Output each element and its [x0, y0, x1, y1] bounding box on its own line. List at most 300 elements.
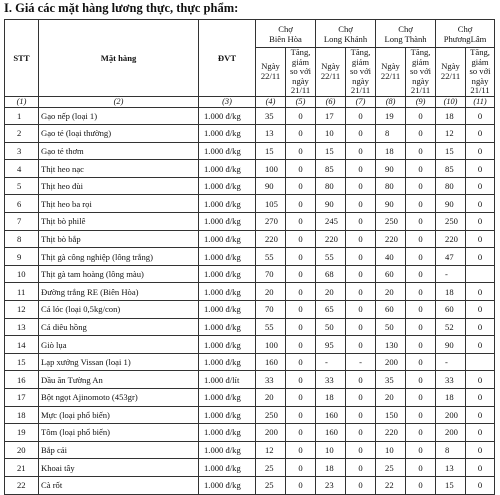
row-item: Thịt gà công nghiệp (lông trắng) [39, 248, 199, 266]
row-item: Thịt heo đùi [39, 177, 199, 195]
row-item: Thịt heo ba rọi [39, 195, 199, 213]
row-change: 0 [406, 107, 436, 125]
header-market [316, 20, 376, 48]
row-change: 0 [466, 177, 495, 195]
row-stt: 8 [5, 230, 39, 248]
row-price: 22 [376, 476, 406, 494]
row-price: 250 [256, 406, 286, 424]
row-change: 0 [346, 248, 376, 266]
row-change: 0 [466, 459, 495, 477]
row-change: 0 [466, 142, 495, 160]
header-market [376, 20, 436, 48]
row-price: 15 [316, 142, 346, 160]
row-price: 130 [376, 336, 406, 354]
header-date: Ngày 22/11 [436, 48, 466, 97]
row-price: 80 [436, 177, 466, 195]
row-change: 0 [286, 283, 316, 301]
row-change: 0 [346, 406, 376, 424]
row-item: Lạp xưởng Vissan (loại 1) [39, 353, 199, 371]
row-change: 0 [286, 353, 316, 371]
row-price: 35 [376, 371, 406, 389]
col-index: (10) [436, 96, 466, 107]
row-change: 0 [466, 371, 495, 389]
row-price: 68 [316, 265, 346, 283]
row-price: 33 [316, 371, 346, 389]
row-change: 0 [346, 265, 376, 283]
row-price: 25 [376, 459, 406, 477]
row-price: 18 [376, 142, 406, 160]
row-price: 15 [436, 142, 466, 160]
row-price: - [436, 265, 466, 283]
row-item: Gạo tẻ thơm [39, 142, 199, 160]
section-title: I. Giá các mặt hàng lương thực, thực phẩm: [4, 1, 239, 15]
row-change: 0 [406, 476, 436, 494]
col-index: (5) [286, 96, 316, 107]
header-item: Mặt hàng [39, 20, 199, 97]
row-stt: 7 [5, 213, 39, 231]
row-price: 270 [256, 213, 286, 231]
row-price: 10 [316, 125, 346, 143]
row-unit: 1.000 đ/kg [199, 230, 256, 248]
row-change: 0 [466, 125, 495, 143]
row-price: 13 [256, 125, 286, 143]
row-price: 70 [256, 265, 286, 283]
row-stt: 13 [5, 318, 39, 336]
market-line2: Long Khánh [323, 33, 368, 44]
row-price: 60 [436, 301, 466, 319]
row-change: 0 [406, 301, 436, 319]
row-unit: 1.000 đ/kg [199, 459, 256, 477]
row-unit: 1.000 đ/kg [199, 441, 256, 459]
row-price: 12 [256, 441, 286, 459]
row-unit: 1.000 đ/kg [199, 160, 256, 178]
row-stt: 11 [5, 283, 39, 301]
row-change: 0 [286, 177, 316, 195]
row-price: 100 [256, 160, 286, 178]
row-change: 0 [466, 336, 495, 354]
row-price: 160 [316, 406, 346, 424]
row-price: 65 [316, 301, 346, 319]
row-price: 220 [436, 230, 466, 248]
row-price: 90 [436, 336, 466, 354]
row-price: 18 [436, 283, 466, 301]
table-row [5, 336, 495, 354]
row-unit: 1.000 đ/kg [199, 283, 256, 301]
price-table [4, 19, 495, 495]
table-row [5, 213, 495, 231]
row-change: 0 [466, 301, 495, 319]
row-price: 160 [316, 424, 346, 442]
market-line1: Chợ [338, 23, 353, 34]
row-stt: 15 [5, 353, 39, 371]
col-index: (7) [346, 96, 376, 107]
row-change: 0 [286, 265, 316, 283]
row-price: 95 [316, 336, 346, 354]
row-change: 0 [286, 125, 316, 143]
row-change: 0 [286, 371, 316, 389]
table-row [5, 301, 495, 319]
row-change: 0 [406, 195, 436, 213]
col-index: (1) [5, 96, 39, 107]
col-index: (6) [316, 96, 346, 107]
row-unit: 1.000 đ/kg [199, 177, 256, 195]
row-price: 15 [436, 476, 466, 494]
row-stt: 10 [5, 265, 39, 283]
row-change: 0 [466, 389, 495, 407]
row-change: 0 [466, 160, 495, 178]
row-price: 17 [316, 107, 346, 125]
row-change: 0 [406, 248, 436, 266]
row-stt: 19 [5, 424, 39, 442]
row-unit: 1.000 đ/kg [199, 125, 256, 143]
row-price: 90 [436, 195, 466, 213]
row-price: 33 [436, 371, 466, 389]
row-unit: 1.000 đ/kg [199, 424, 256, 442]
row-change: 0 [346, 301, 376, 319]
row-price: 80 [376, 177, 406, 195]
row-item: Khoai tây [39, 459, 199, 477]
row-item: Cà rốt [39, 476, 199, 494]
header-row-markets [5, 20, 495, 48]
header-stt: STT [5, 20, 39, 97]
row-price: 19 [376, 107, 406, 125]
col-index: (2) [39, 96, 199, 107]
row-item: Thịt heo nạc [39, 160, 199, 178]
table-row [5, 441, 495, 459]
table-row [5, 248, 495, 266]
column-index-row [5, 96, 495, 107]
row-price: 40 [376, 248, 406, 266]
row-item: Bột ngọt Ajinomoto (453gr) [39, 389, 199, 407]
row-change: 0 [286, 336, 316, 354]
row-item: Mực (loại phổ biến) [39, 406, 199, 424]
row-unit: 1.000 đ/kg [199, 389, 256, 407]
row-change: 0 [406, 424, 436, 442]
row-change: 0 [346, 318, 376, 336]
row-change: 0 [466, 476, 495, 494]
row-change: 0 [406, 406, 436, 424]
row-price: 220 [316, 230, 346, 248]
row-change: 0 [346, 213, 376, 231]
row-change: 0 [406, 336, 436, 354]
row-stt: 20 [5, 441, 39, 459]
row-price: 200 [436, 424, 466, 442]
row-change: 0 [406, 177, 436, 195]
row-price: 60 [376, 301, 406, 319]
row-item: Dầu ăn Tường An [39, 371, 199, 389]
row-price: 90 [256, 177, 286, 195]
row-price: 160 [256, 353, 286, 371]
row-item: Tôm (loại phổ biến) [39, 424, 199, 442]
row-item: Thịt bò bắp [39, 230, 199, 248]
row-change: 0 [346, 424, 376, 442]
row-stt: 16 [5, 371, 39, 389]
table-row [5, 142, 495, 160]
table-row [5, 265, 495, 283]
row-change: 0 [406, 389, 436, 407]
row-change: 0 [346, 476, 376, 494]
row-change: 0 [406, 371, 436, 389]
row-change: 0 [406, 441, 436, 459]
row-change: 0 [286, 107, 316, 125]
table-row [5, 371, 495, 389]
row-item: Giò lụa [39, 336, 199, 354]
row-change: 0 [406, 213, 436, 231]
header-unit: ĐVT [199, 20, 256, 97]
row-price: 150 [376, 406, 406, 424]
row-change: 0 [466, 318, 495, 336]
col-index: (8) [376, 96, 406, 107]
row-price: 70 [256, 301, 286, 319]
row-price: 245 [316, 213, 346, 231]
row-change: 0 [346, 177, 376, 195]
table-row [5, 283, 495, 301]
row-change: 0 [286, 406, 316, 424]
row-item: Bắp cải [39, 441, 199, 459]
row-stt: 12 [5, 301, 39, 319]
row-price: 18 [316, 459, 346, 477]
row-price: 20 [376, 389, 406, 407]
row-change: 0 [406, 230, 436, 248]
header-market [256, 20, 316, 48]
row-stt: 22 [5, 476, 39, 494]
row-unit: 1.000 đ/kg [199, 213, 256, 231]
row-item: Thịt bò philê [39, 213, 199, 231]
row-change: 0 [466, 230, 495, 248]
table-row [5, 125, 495, 143]
row-item: Cá diêu hồng [39, 318, 199, 336]
row-stt: 18 [5, 406, 39, 424]
table-body [5, 107, 495, 494]
row-price: 20 [256, 283, 286, 301]
row-change [466, 265, 495, 283]
row-change: 0 [286, 160, 316, 178]
header-change: Tăng, giảm so với ngày 21/11 [286, 48, 316, 97]
row-change: 0 [346, 336, 376, 354]
row-change: 0 [406, 142, 436, 160]
row-change [466, 353, 495, 371]
row-price: 90 [316, 195, 346, 213]
row-unit: 1.000 đ/kg [199, 107, 256, 125]
row-price: 220 [256, 230, 286, 248]
row-price: 35 [256, 107, 286, 125]
row-price: 55 [256, 248, 286, 266]
row-price: 105 [256, 195, 286, 213]
row-unit: 1.000 đ/kg [199, 353, 256, 371]
row-price: 8 [436, 441, 466, 459]
row-price: 60 [376, 265, 406, 283]
row-change: 0 [286, 476, 316, 494]
row-stt: 14 [5, 336, 39, 354]
row-change: 0 [286, 301, 316, 319]
table-row [5, 389, 495, 407]
row-price: 20 [256, 389, 286, 407]
col-index: (11) [466, 96, 495, 107]
row-price: 12 [436, 125, 466, 143]
market-line1: Chợ [457, 23, 473, 34]
row-price: 25 [256, 476, 286, 494]
row-price: 10 [376, 441, 406, 459]
row-unit: 1.000 đ/kg [199, 265, 256, 283]
row-price: 250 [436, 213, 466, 231]
row-price: 220 [376, 424, 406, 442]
table-row [5, 160, 495, 178]
row-unit: 1.000 đ/kg [199, 476, 256, 494]
table-row [5, 107, 495, 125]
row-change: 0 [466, 441, 495, 459]
row-stt: 3 [5, 142, 39, 160]
row-change: 0 [286, 213, 316, 231]
row-change: 0 [286, 142, 316, 160]
row-change: 0 [406, 160, 436, 178]
row-change: 0 [466, 213, 495, 231]
table-row [5, 459, 495, 477]
row-stt: 6 [5, 195, 39, 213]
row-change: 0 [466, 195, 495, 213]
row-price: 8 [376, 125, 406, 143]
row-change: 0 [406, 283, 436, 301]
row-price: 250 [376, 213, 406, 231]
row-price: 50 [316, 318, 346, 336]
row-price: 23 [316, 476, 346, 494]
row-unit: 1.000 đ/kg [199, 336, 256, 354]
table-row [5, 318, 495, 336]
row-unit: 1.000 đ/kg [199, 195, 256, 213]
table-row [5, 406, 495, 424]
row-change: 0 [346, 371, 376, 389]
row-item: Gạo nếp (loại 1) [39, 107, 199, 125]
market-line2: Biên Hòa [269, 33, 302, 44]
row-stt: 17 [5, 389, 39, 407]
row-item: Gạo tẻ (loại thường) [39, 125, 199, 143]
row-price: 200 [256, 424, 286, 442]
row-item: Cá lóc (loại 0,5kg/con) [39, 301, 199, 319]
row-price: 15 [256, 142, 286, 160]
row-change: 0 [286, 230, 316, 248]
row-change: 0 [286, 441, 316, 459]
market-line2: PhươngLâm [443, 33, 487, 44]
row-price: 55 [316, 248, 346, 266]
col-index: (3) [199, 96, 256, 107]
row-price: 50 [376, 318, 406, 336]
row-change: 0 [286, 248, 316, 266]
row-stt: 9 [5, 248, 39, 266]
row-change: 0 [406, 353, 436, 371]
row-price: 90 [376, 195, 406, 213]
row-change: 0 [346, 125, 376, 143]
row-price: 200 [376, 353, 406, 371]
row-price: - [436, 353, 466, 371]
row-item: Thịt gà tam hoàng (lông màu) [39, 265, 199, 283]
row-unit: 1.000 đ/kg [199, 318, 256, 336]
row-change: 0 [346, 195, 376, 213]
row-change: 0 [406, 318, 436, 336]
row-price: 90 [376, 160, 406, 178]
row-change: 0 [466, 107, 495, 125]
table-row [5, 195, 495, 213]
row-unit: 1.000 đ/kg [199, 142, 256, 160]
row-change: 0 [286, 459, 316, 477]
row-price: 33 [256, 371, 286, 389]
row-change: 0 [286, 318, 316, 336]
row-change: 0 [346, 160, 376, 178]
row-price: 52 [436, 318, 466, 336]
row-stt: 5 [5, 177, 39, 195]
row-price: - [316, 353, 346, 371]
row-unit: 1.000 đ/kg [199, 301, 256, 319]
row-price: 220 [376, 230, 406, 248]
row-change: 0 [466, 248, 495, 266]
row-price: 55 [256, 318, 286, 336]
row-change: 0 [346, 142, 376, 160]
row-change: 0 [286, 424, 316, 442]
row-stt: 21 [5, 459, 39, 477]
row-price: 20 [316, 283, 346, 301]
row-change: 0 [346, 459, 376, 477]
table-row [5, 476, 495, 494]
row-unit: 1.000 đ/kg [199, 248, 256, 266]
row-change: - [346, 353, 376, 371]
row-price: 25 [256, 459, 286, 477]
row-item: Đường trắng RE (Biên Hòa) [39, 283, 199, 301]
row-price: 18 [316, 389, 346, 407]
col-index: (9) [406, 96, 436, 107]
market-line1: Chợ [398, 23, 413, 34]
row-price: 200 [436, 406, 466, 424]
row-stt: 1 [5, 107, 39, 125]
row-change: 0 [346, 441, 376, 459]
table-row [5, 424, 495, 442]
table-row [5, 230, 495, 248]
row-change: 0 [466, 283, 495, 301]
row-price: 18 [436, 107, 466, 125]
header-change: Tăng, giảm so với ngày 21/11 [346, 48, 376, 97]
header-market [436, 20, 495, 48]
row-change: 0 [286, 389, 316, 407]
row-change: 0 [406, 459, 436, 477]
row-price: 13 [436, 459, 466, 477]
header-change: Tăng, giảm so với ngày 21/11 [466, 48, 495, 97]
col-index: (4) [256, 96, 286, 107]
table-row [5, 353, 495, 371]
row-price: 47 [436, 248, 466, 266]
market-line2: Long Thành [384, 33, 427, 44]
row-price: 100 [256, 336, 286, 354]
row-change: 0 [346, 230, 376, 248]
row-change: 0 [286, 195, 316, 213]
row-change: 0 [346, 283, 376, 301]
header-date: Ngày 22/11 [376, 48, 406, 97]
row-change: 0 [346, 389, 376, 407]
row-price: 18 [436, 389, 466, 407]
row-change: 0 [406, 265, 436, 283]
header-date: Ngày 22/11 [256, 48, 286, 97]
row-price: 20 [376, 283, 406, 301]
header-change: Tăng, giảm so với ngày 21/11 [406, 48, 436, 97]
row-price: 80 [316, 177, 346, 195]
row-unit: 1.000 đ/lít [199, 371, 256, 389]
row-change: 0 [466, 424, 495, 442]
row-price: 85 [316, 160, 346, 178]
row-unit: 1.000 đ/kg [199, 406, 256, 424]
row-change: 0 [346, 107, 376, 125]
row-stt: 2 [5, 125, 39, 143]
row-stt: 4 [5, 160, 39, 178]
row-price: 85 [436, 160, 466, 178]
row-change: 0 [406, 125, 436, 143]
header-date: Ngày 22/11 [316, 48, 346, 97]
market-line1: Chợ [278, 23, 293, 34]
